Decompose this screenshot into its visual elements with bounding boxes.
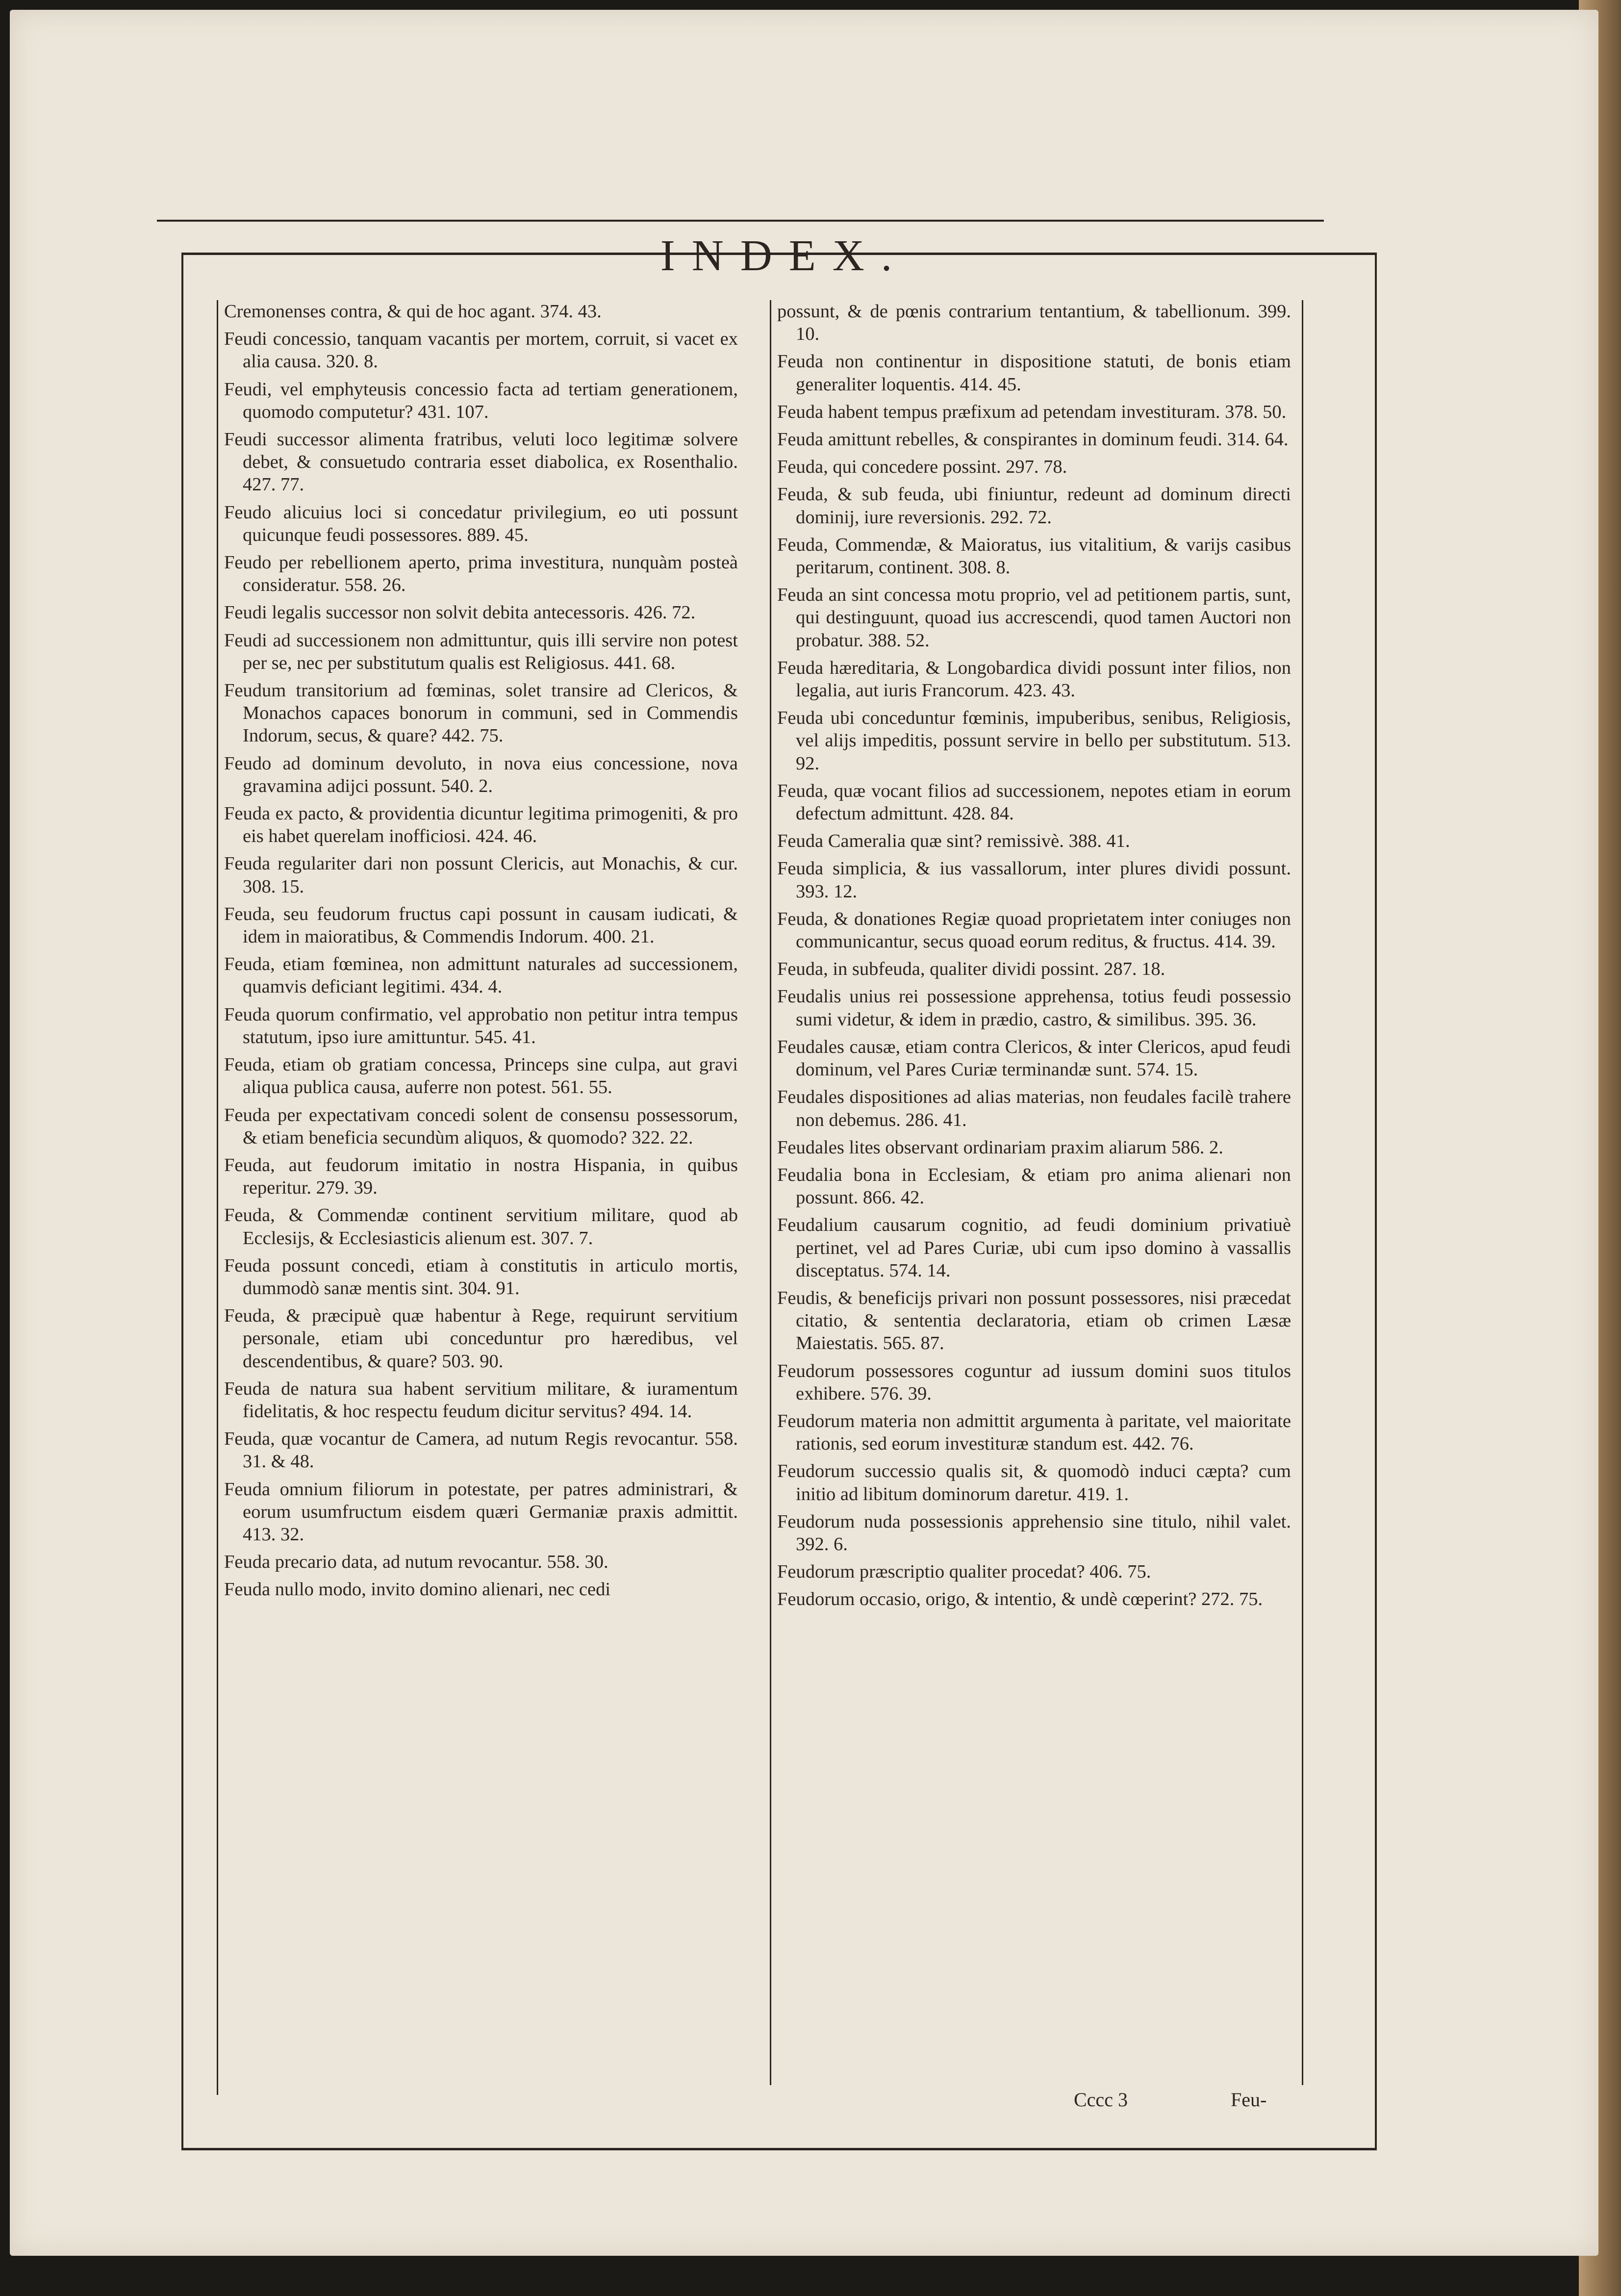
right-column — [770, 300, 1303, 2085]
index-entry: Feudales lites observant ordinariam praxim aliarum 586. 2. — [777, 1137, 1223, 1158]
index-entry: Feuda habent tempus præfixum ad petendam investituram. 378. 50. — [777, 401, 1287, 422]
index-entry: Feuda ubi conceduntur fœminis, impuberibus, senibus, Religiosis, vel alijs impeditis, possunt servire in bello per substitutum. 513. 92. — [777, 708, 1291, 774]
index-entry: Feuda, qui concedere possint. 297. 78. — [777, 457, 1067, 478]
index-entry: Feuda quorum confirmatio, vel approbatio non petitur intra tempus statutum, ipso iure amittuntur. 545. 41. — [224, 1004, 738, 1047]
header-rule — [157, 220, 1324, 222]
index-entry: Feuda Cameralia quæ sint? remissivè. 388. 41. — [777, 831, 1130, 852]
index-entry: Feudo alicuius loci si concedatur privilegium, eo uti possunt quicunque feudi possessores. 889. 45. — [224, 502, 738, 545]
index-entry: Feudo ad dominum devoluto, in nova eius concessione, nova gravamina adijci possunt. 540. 2. — [224, 753, 738, 796]
index-entry: Feuda ex pacto, & providentia dicuntur legitima primogeniti, & pro eis habet querelam inofficiosi. 424. 46. — [224, 803, 738, 847]
index-entry: Feuda, quæ vocant filios ad successionem, nepotes etiam in eorum defectum admittunt. 428. 84. — [777, 780, 1291, 824]
index-entry: Feudi ad successionem non admittuntur, quis illi servire non potest per se, nec per substitutum qualis est Religiosus. 441. 68. — [224, 630, 738, 673]
index-entry: Feudi, vel emphyteusis concessio facta ad tertiam generationem, quomodo computetur? 431. 107. — [224, 379, 738, 422]
index-entry: Feuda, etiam ob gratiam concessa, Princeps sine culpa, aut gravi aliqua publica causa, auferre non potest. 561. 55. — [224, 1054, 738, 1098]
index-entry: Feuda omnium filiorum in potestate, per patres administrari, & eorum usumfructum eisdem quæri Germaniæ praxis admittit. 413. 32. — [224, 1479, 738, 1545]
index-entry: Feudorum possessores coguntur ad iussum domini suos titulos exhibere. 576. 39. — [777, 1360, 1291, 1404]
index-entry: Feuda de natura sua habent servitium militare, & iuramentum fidelitatis, & hoc respectu feudum dicitur servitus? 494. 14. — [224, 1378, 738, 1422]
page-title: INDEX. — [660, 231, 909, 280]
index-entry: Feuda, seu feudorum fructus capi possunt in causam iudicati, & idem in maioratibus, & Commendis Indorum. 400. 21. — [224, 903, 738, 947]
index-entry: Feudorum nuda possessionis apprehensio sine titulo, nihil valet. 392. 6. — [777, 1511, 1291, 1555]
index-entry: Feudales dispositiones ad alias materias, non feudales facilè trahere non debemus. 286. 41. — [777, 1087, 1291, 1130]
index-entry: Feudorum præscriptio qualiter procedat? 406. 75. — [777, 1561, 1151, 1582]
index-entry: Feuda non continentur in dispositione statuti, de bonis etiam generaliter loquentis. 414. 45. — [777, 351, 1291, 395]
index-entry: Feuda precario data, ad nutum revocantur. 558. 30. — [224, 1552, 608, 1573]
index-entry: Feuda, etiam fœminea, non admittunt naturales ad successionem, quamvis deficiant legitimi. 434. 4. — [224, 954, 738, 997]
index-entry: Feuda amittunt rebelles, & conspirantes in dominum feudi. 314. 64. — [777, 429, 1289, 450]
index-entry: Feuda, Commendæ, & Maioratus, ius vitalitium, & varijs casibus peritarum, continent. 308. 8. — [777, 534, 1291, 578]
catchword: Feu- — [1231, 2089, 1267, 2111]
index-entry: Feuda nullo modo, invito domino alienari, nec cedi — [224, 1579, 611, 1600]
index-entry: Feudalia bona in Ecclesiam, & etiam pro anima alienari non possunt. 866. 42. — [777, 1164, 1291, 1208]
index-entry: Feuda, & præcipuè quæ habentur à Rege, requirunt servitium personale, etiam ubi conceduntur pro hæredibus, vel descendentibus, & quare? 503. 90. — [224, 1305, 738, 1372]
index-entry: Feudi legalis successor non solvit debita antecessoris. 426. 72. — [224, 602, 696, 623]
index-entry: Feuda possunt concedi, etiam à constitutis in articulo mortis, dummodò sanæ mentis sint. 304. 91. — [224, 1255, 738, 1299]
index-entry: Feuda per expectativam concedi solent de consensu possessorum, & etiam beneficia secundùm aliquos, & quomodo? 322. 22. — [224, 1104, 738, 1148]
index-entry: Feudales causæ, etiam contra Clericos, & inter Clericos, apud feudi dominum, vel Pares Curiæ terminandæ sunt. 574. 15. — [777, 1036, 1291, 1080]
index-entry: Cremonenses contra, & qui de hoc agant. 374. 43. — [224, 301, 602, 322]
index-entry: Feudum transitorium ad fœminas, solet transire ad Clericos, & Monachos capaces bonorum in communi, sed in Commendis Indorum, secus, & quare? 442. 75. — [224, 680, 738, 746]
index-entry: Feudorum successio qualis sit, & quomodò induci cæpta? cum initio ad libitum dominorum daretur. 419. 1. — [777, 1461, 1291, 1505]
index-entry: Feudis, & beneficijs privari non possunt possessores, nisi præcedat citatio, & sententia declaratoria, etiam ob crimen Læsæ Maiestatis. 565. 87. — [777, 1287, 1291, 1354]
index-entry: Feudorum occasio, origo, & intentio, & undè cœperint? 272. 75. — [777, 1589, 1263, 1610]
left-column — [217, 300, 738, 2095]
index-entry: Feuda an sint concessa motu proprio, vel ad petitionem partis, sunt, qui destinguunt, quoad ius accrescendi, quod tamen Auctori non probatur. 388. 52. — [777, 585, 1291, 651]
index-entry: Feudi concessio, tanquam vacantis per mortem, corruit, si vacet ex alia causa. 320. 8. — [224, 329, 738, 372]
index-entry: Feudalium causarum cognitio, ad feudi dominium privatiuè pertinet, vel ad Pares Curiæ, ubi cum ipso domino à vassallis disceptatus. 574. 14. — [777, 1215, 1291, 1281]
index-entry: Feudalis unius rei possessione apprehensa, totius feudi possessio sumi videtur, & idem in prædio, castro, & similibus. 395. 36. — [777, 986, 1291, 1030]
index-entry: Feudi successor alimenta fratribus, veluti loco legitimæ solvere debet, & consuetudo contraria esset diabolica, ex Rosenthalio. 427. 77. — [224, 429, 738, 495]
index-entry: Feuda, in subfeuda, qualiter dividi possint. 287. 18. — [777, 959, 1165, 980]
index-entry: Feuda hæreditaria, & Longobardica dividi possunt inter filios, non legalia, aut iuris Francorum. 423. 43. — [777, 657, 1291, 701]
index-entry: possunt, & de pœnis contrarium tentantium, & tabellionum. 399. 10. — [777, 301, 1291, 345]
signature-mark: Cccc 3 — [1074, 2089, 1128, 2111]
index-entry: Feuda, quæ vocantur de Camera, ad nutum Regis revocantur. 558. 31. & 48. — [224, 1429, 738, 1472]
index-entry: Feuda, & donationes Regiæ quoad proprietatem inter coniuges non communicantur, secus quoad eorum reditus, & fructus. 414. 39. — [777, 908, 1291, 952]
index-entry: Feuda, aut feudorum imitatio in nostra Hispania, in quibus reperitur. 279. 39. — [224, 1154, 738, 1199]
index-entry: Feuda, & sub feuda, ubi finiuntur, redeunt ad dominum directi dominij, iure reversionis. 292. 72. — [777, 484, 1291, 528]
index-entry: Feuda regulariter dari non possunt Clericis, aut Monachis, & cur. 308. 15. — [224, 853, 738, 897]
index-entry: Feuda, & Commendæ continent servitium militare, quod ab Ecclesijs, & Ecclesiasticis alienum est. 307. 7. — [224, 1205, 738, 1249]
index-entry: Feuda simplicia, & ius vassallorum, inter plures dividi possunt. 393. 12. — [777, 858, 1291, 902]
index-entry: Feudorum materia non admittit argumenta à paritate, vel maioritate rationis, sed eorum investituræ standum est. 442. 76. — [777, 1410, 1291, 1454]
index-entry: Feudo per rebellionem aperto, prima investitura, nunquàm posteà consideratur. 558. 26. — [224, 552, 738, 596]
